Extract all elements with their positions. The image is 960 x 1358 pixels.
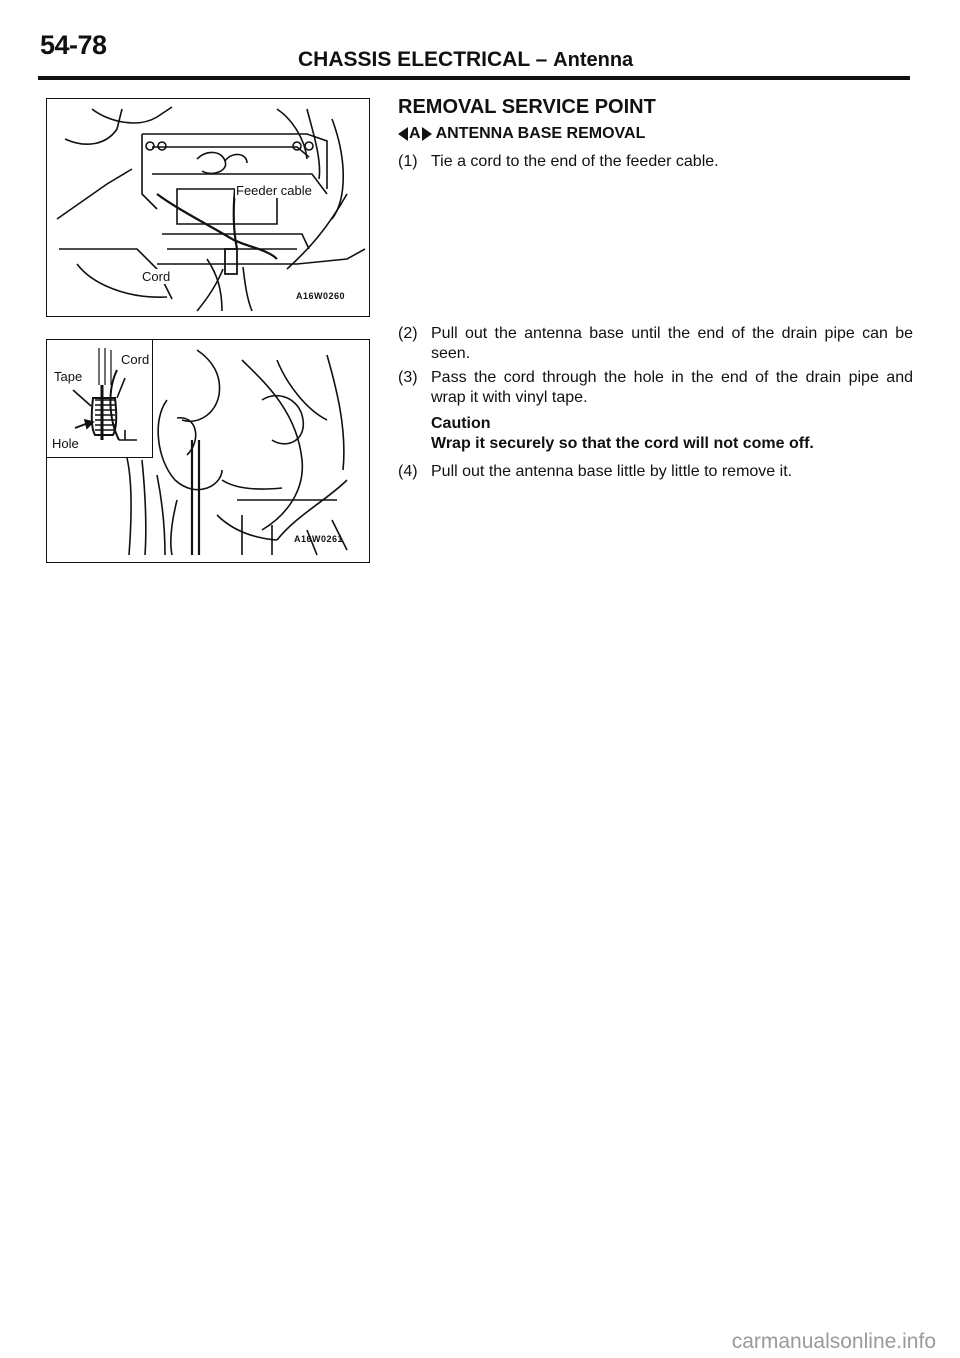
header-rule	[38, 76, 910, 80]
section-heading: REMOVAL SERVICE POINT	[398, 96, 656, 118]
step-number: (3)	[398, 369, 418, 386]
step-text: Tie a cord to the end of the feeder cable.	[431, 153, 719, 170]
figure-code: A16W0260	[296, 291, 346, 301]
procedure-marker: A	[409, 125, 421, 142]
page-number: 54-78	[40, 30, 107, 60]
feeder-cable-label: Feeder cable	[236, 183, 312, 198]
figure-inset	[47, 340, 153, 458]
spacer	[398, 172, 913, 324]
figure-feeder-cable	[46, 98, 370, 317]
instructions	[398, 96, 913, 486]
step-number: (2)	[398, 325, 418, 342]
step-item	[398, 152, 913, 172]
header-subsection: Antenna	[553, 49, 634, 71]
inset-cord-label: Cord	[121, 352, 150, 367]
figure-code: A16W0261	[294, 534, 344, 544]
caution-text: Wrap it securely so that the cord will not come off.	[431, 435, 814, 452]
header-section: CHASSIS ELECTRICAL –	[298, 48, 548, 71]
tape-label: Tape	[54, 369, 83, 384]
cord-label: Cord	[142, 269, 171, 284]
step-number: (4)	[398, 463, 418, 480]
caution-block	[398, 414, 913, 454]
caution-title: Caution	[431, 415, 491, 432]
left-triangle-icon	[398, 127, 408, 141]
step-item	[398, 324, 913, 364]
feeder-cable-illustration	[47, 99, 368, 315]
watermark: carmanualsonline.info	[731, 1330, 936, 1353]
step-number: (1)	[398, 153, 418, 170]
procedure-subheading	[398, 125, 913, 143]
procedure-title: ANTENNA BASE REMOVAL	[435, 125, 646, 142]
header-title	[298, 48, 633, 72]
hole-label: Hole	[52, 436, 79, 451]
step-item	[398, 368, 913, 408]
step-item	[398, 462, 913, 482]
step-text: Pull out the antenna base until the end of the drain pipe can be seen.	[431, 325, 913, 362]
step-text: Pass the cord through the hole in the end of the drain pipe and wrap it with vinyl tape.	[431, 369, 913, 406]
right-triangle-icon	[422, 127, 432, 141]
figure-drain-pipe	[46, 339, 370, 563]
step-text: Pull out the antenna base little by little to remove it.	[431, 463, 793, 480]
